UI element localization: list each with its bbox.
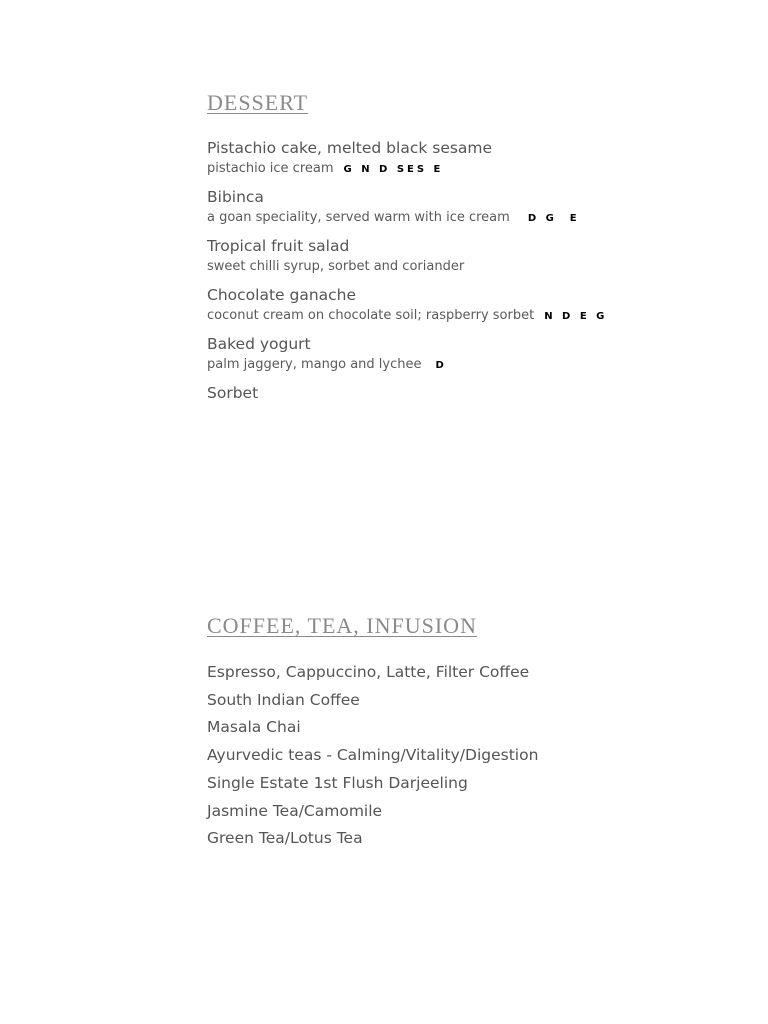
- dessert-item-description-text: coconut cream on chocolate soil; raspberry sorbet: [207, 308, 535, 323]
- coffee-tea-menu-list: [207, 659, 727, 853]
- dessert-item-pistachio-cake: [207, 137, 727, 186]
- drink-item: Jasmine Tea/Camomile: [207, 801, 383, 820]
- dessert-section-title: DESSERT: [207, 90, 309, 115]
- dessert-item-name: Sorbet: [207, 384, 259, 402]
- dessert-item-name: Chocolate ganache: [207, 286, 357, 304]
- allergen-codes: D G E: [527, 213, 580, 224]
- dessert-item-bibinca: [207, 186, 727, 235]
- dessert-item-chocolate-ganache: [207, 284, 727, 333]
- dessert-item-description: [207, 159, 727, 180]
- dessert-item-tropical-fruit-salad: [207, 235, 727, 284]
- drink-item: Single Estate 1st Flush Darjeeling: [207, 773, 468, 792]
- drink-item: South Indian Coffee: [207, 690, 360, 709]
- dessert-item-name: Bibinca: [207, 188, 264, 206]
- dessert-item-sorbet: [207, 382, 727, 431]
- coffee-section-title: COFFEE, TEA, INFUSION: [207, 613, 477, 638]
- dessert-item-description: [207, 355, 727, 376]
- dessert-item-description: [207, 257, 727, 277]
- allergen-codes: N D E G: [544, 311, 608, 322]
- allergen-codes: G N D SES E: [343, 164, 444, 175]
- drink-item: Espresso, Cappuccino, Latte, Filter Coffee: [207, 663, 530, 681]
- dessert-item-description-text: palm jaggery, mango and lychee: [207, 357, 422, 372]
- dessert-menu-list: [207, 137, 727, 431]
- dessert-item-description-text: sweet chilli syrup, sorbet and coriander: [207, 259, 465, 274]
- dessert-item-baked-yogurt: [207, 333, 727, 382]
- dessert-item-name: Baked yogurt: [207, 335, 311, 353]
- drink-item: Masala Chai: [207, 718, 301, 737]
- dessert-item-description-text: a goan speciality, served warm with ice cream: [207, 210, 510, 225]
- dessert-item-description: [207, 306, 727, 327]
- dessert-item-name: Pistachio cake, melted black sesame: [207, 139, 493, 157]
- dessert-item-name: Tropical fruit salad: [207, 237, 350, 255]
- dessert-item-description-text: pistachio ice cream: [207, 161, 334, 176]
- allergen-codes: D: [435, 360, 447, 371]
- dessert-item-description: [207, 208, 727, 229]
- drink-item: Ayurvedic teas - Calming/Vitality/Digestion: [207, 746, 539, 765]
- drink-item: Green Tea/Lotus Tea: [207, 829, 363, 848]
